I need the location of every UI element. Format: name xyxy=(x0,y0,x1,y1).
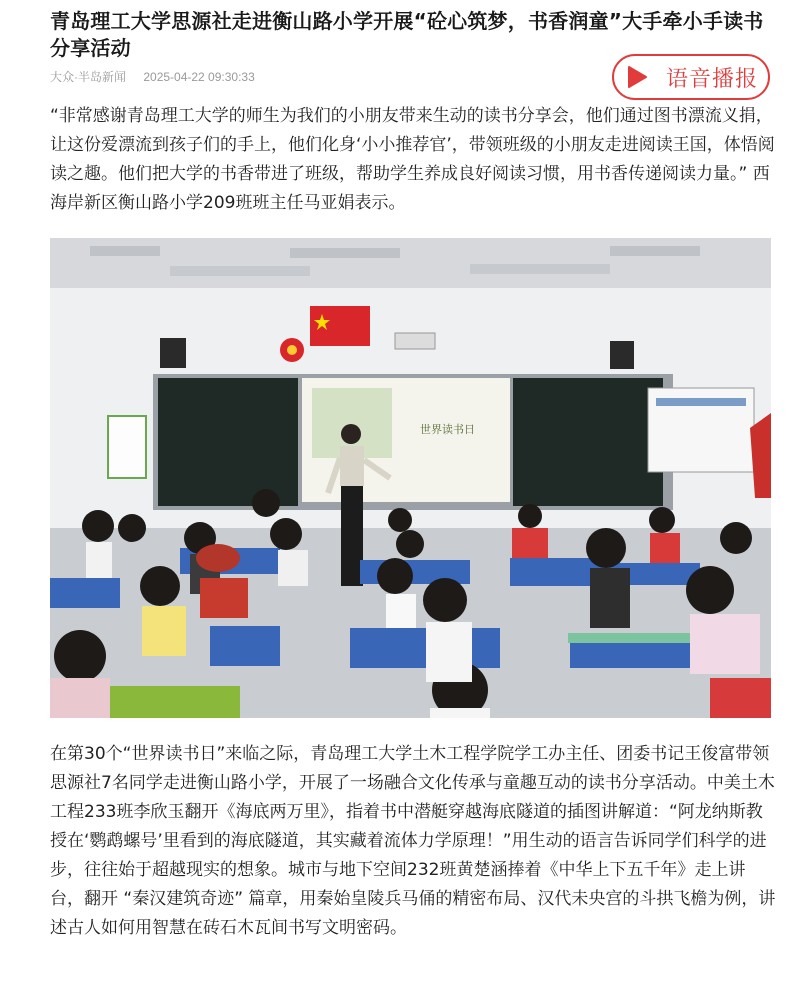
slide-title: 世界读书日 xyxy=(420,423,475,436)
article-title: 青岛理工大学思源社走进衡山路小学开展“砼心筑梦，书香润童”大手牵小手读书分享活动 xyxy=(50,9,764,60)
publish-timestamp: 2025-04-22 09:30:33 xyxy=(143,70,255,84)
classroom-photo xyxy=(50,238,771,718)
article-meta xyxy=(50,68,255,85)
article-paragraph: 在第30个“世界读书日”来临之际，青岛理工大学土木工程学院学工办主任、团委书记王俊富带领思源社7名同学走进衡山路小学，开展了一场融合文化传承与童趣互动的读书分享活动。中美土木工程233班李欣玉翻开《海底两万里》，指着书中潜艇穿越海底隧道的插图讲解道：“阿龙纳斯教授在‘鹦鹉螺号’里看到的海底隧道，其实藏着流体力学原理！”用生动的语言告诉同学们科学的进步，往往始于超越现实的想象。城市与地下空间232班黄楚涵捧着《中华上下五千年》走上讲台，翻开 “秦汉建筑奇迹” 篇章，用秦始皇陵兵马俑的精密布局、汉代未央宫的斗拱飞檐为例，讲述古人如何用智慧在砖石木瓦间书写文明密码。 xyxy=(50,744,776,938)
play-icon xyxy=(622,62,652,92)
source-label: 大众·半岛新闻 xyxy=(50,70,126,84)
article-paragraph: “非常感谢青岛理工大学的师生为我们的小朋友带来生动的读书分享会，他们通过图书漂流义捐，让这份爱漂流到孩子们的手上，他们化身‘小小推荐官’，带领班级的小朋友走进阅读王国，体悟阅读之趣。他们把大学的书香带进了班级，帮助学生养成良好阅读习惯，用书香传递阅读力量。” 西海岸新区衡山路小学209班班主任马亚娟表示。 xyxy=(50,106,775,213)
voice-broadcast-button[interactable] xyxy=(612,54,770,100)
voice-broadcast-label: 语音播报 xyxy=(666,66,759,92)
